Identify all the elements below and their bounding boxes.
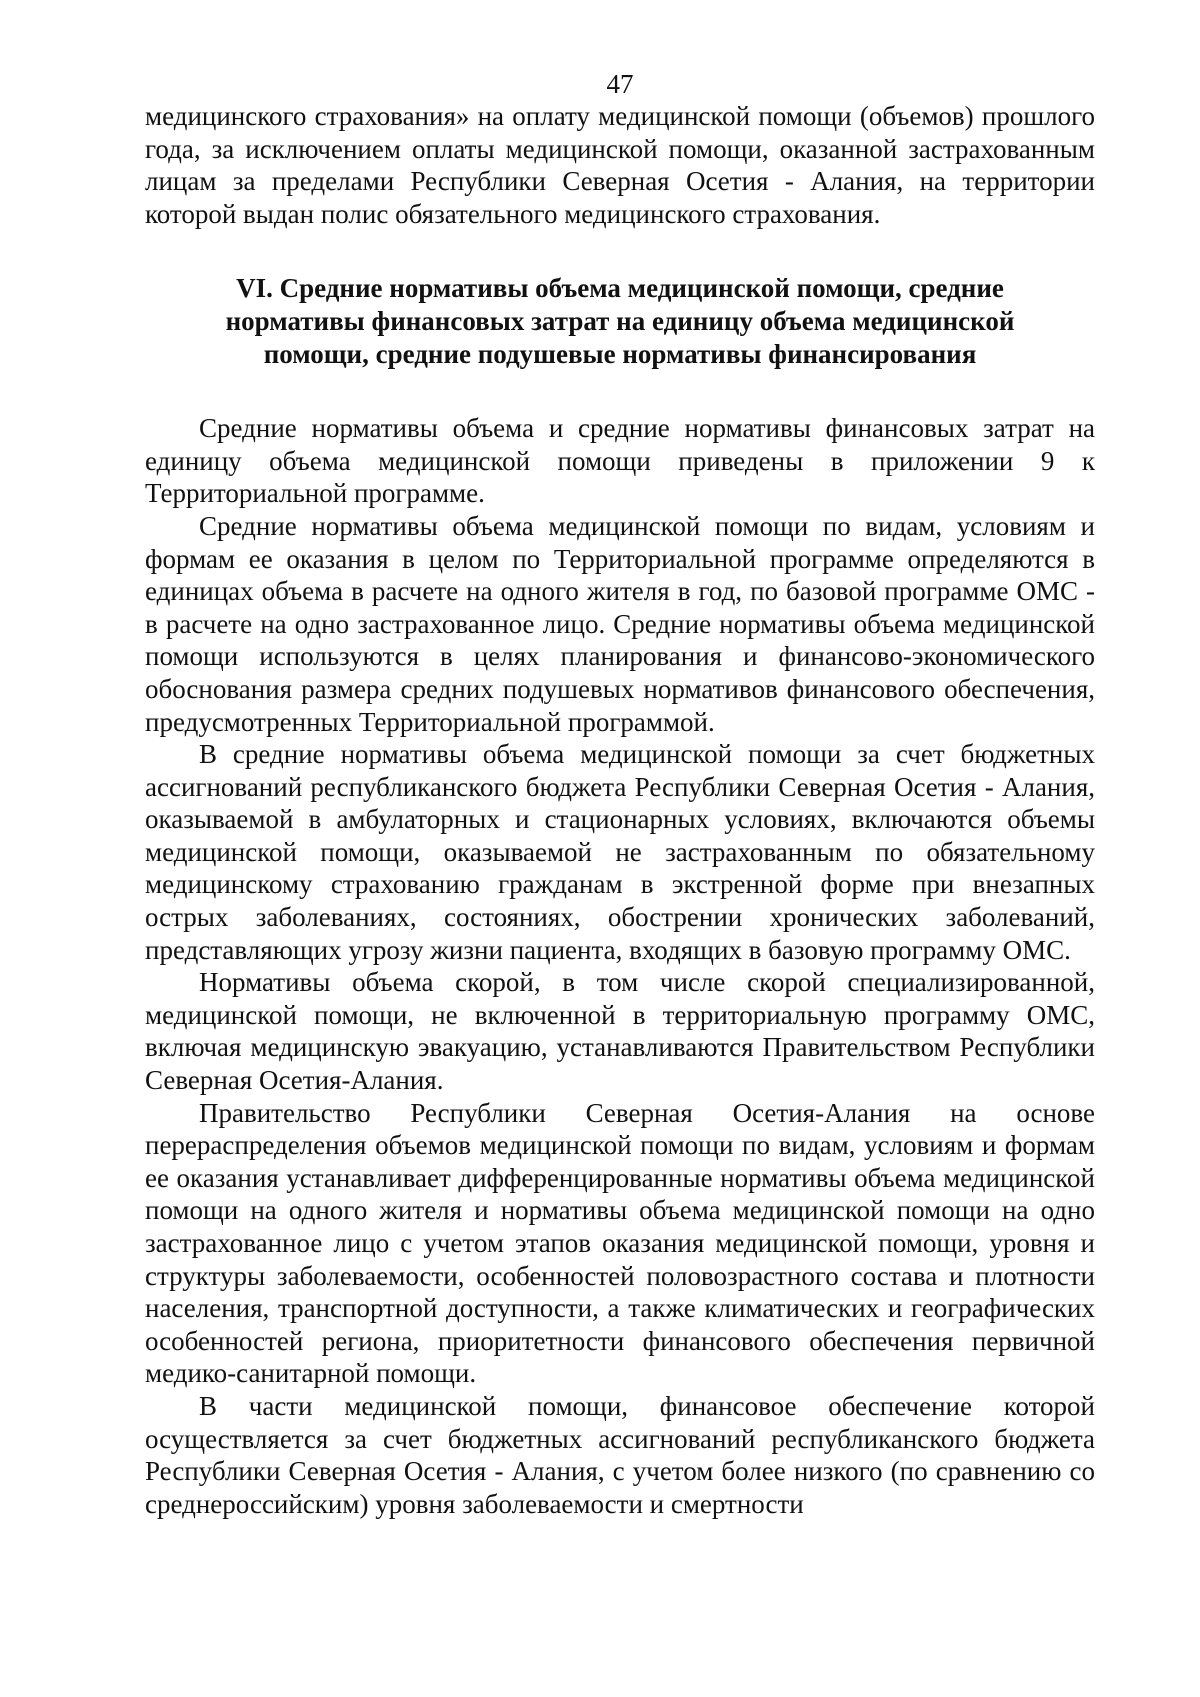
page-number: 47 xyxy=(606,69,634,99)
document-page xyxy=(145,68,1095,1520)
intro-paragraph: медицинского страхования» на оплату медицинской помощи (объемов) прошлого года, за исключением оплаты медицинской помощи, оказанной застрахованным лицам за пределами Республики Северная Осетия - Алания, на территории которой выдан полис обязательного медицинского страхования. xyxy=(145,101,1095,229)
section-heading-line-2: нормативы финансовых затрат на единицу объема медицинской xyxy=(225,305,1015,336)
paragraph-6: В части медицинской помощи, финансовое обеспечение которой осуществляется за счет бюджетных ассигнований республиканского бюджета Республики Северная Осетия - Алания, с учетом более низкого (по сравнению со среднероссийским) уровня заболеваемости и смертности xyxy=(145,1390,1095,1519)
paragraph-1: Средние нормативы объема и средние нормативы финансовых затрат на единицу объема медицинской помощи приведены в приложении 9 к Территориальной программе. xyxy=(145,413,1095,509)
section-heading xyxy=(145,272,1095,370)
section-heading-line-1: VI. Средние нормативы объема медицинской помощи, средние xyxy=(236,273,1004,304)
paragraph-4: Нормативы объема скорой, в том числе скорой специализированной, медицинской помощи, не включенной в территориальную программу ОМС, включая медицинскую эвакуацию, устанавливаются Правительством Республики Северная Осетия-Алания. xyxy=(145,967,1095,1096)
section-heading-line-3: помощи, средние подушевые нормативы финансирования xyxy=(263,338,977,369)
paragraph-2: Средние нормативы объема медицинской помощи по видам, условиям и формам ее оказания в целом по Территориальной программе определяются в единицах объема в расчете на одного жителя в год, по базовой программе ОМС - в расчете на одно застрахованное лицо. Средние нормативы объема медицинской помощи используются в целях планирования и финансово-экономического обоснования размера средних подушевых нормативов финансового обеспечения, предусмотренных Территориальной программой. xyxy=(145,510,1095,737)
paragraph-3: В средние нормативы объема медицинской помощи за счет бюджетных ассигнований республиканского бюджета Республики Северная Осетия - Алания, оказываемой в амбулаторных и стационарных условиях, включаются объемы медицинской помощи, оказываемой не застрахованным по обязательному медицинскому страхованию гражданам в экстренной форме при внезапных острых заболеваниях, состояниях, обострении хронических заболеваний, представляющих угрозу жизни пациента, входящих в базовую программу ОМС. xyxy=(145,739,1095,965)
paragraph-5: Правительство Республики Северная Осетия-Алания на основе перераспределения объемов медицинской помощи по видам, условиям и формам ее оказания устанавливает дифференцированные нормативы объема медицинской помощи на одного жителя и нормативы объема медицинской помощи на одно застрахованное лицо с учетом этапов оказания медицинской помощи, уровня и структуры заболеваемости, особенностей половозрастного состава и плотности населения, транспортной доступности, а также климатических и географических особенностей региона, приоритетности финансового обеспечения первичной медико-санитарной помощи. xyxy=(145,1097,1095,1389)
